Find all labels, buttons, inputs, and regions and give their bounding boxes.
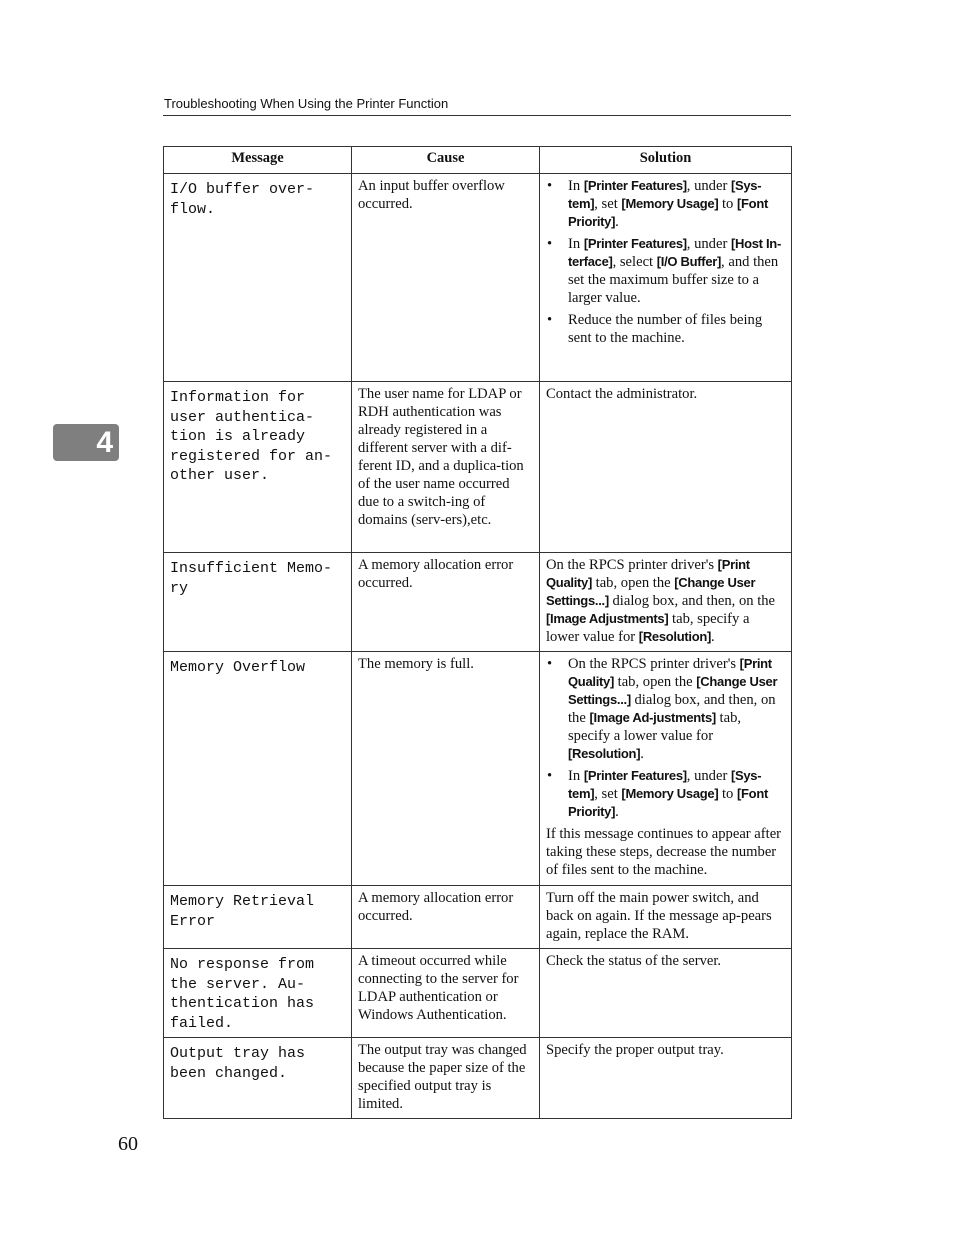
text-run: . — [615, 214, 619, 230]
solution-cell — [540, 886, 792, 949]
text-run: . — [640, 746, 644, 762]
ui-label: [I/O Buffer] — [656, 254, 722, 269]
ui-label: [Printer Features] — [583, 236, 687, 251]
ui-label: [Printer Features] — [583, 178, 687, 193]
message-line: Insufficient Memo- — [170, 560, 333, 577]
ui-label: [Sys-tem] — [568, 768, 762, 801]
ui-label: [Font Priority] — [568, 196, 768, 229]
ui-label: [Image Adjustments] — [546, 611, 669, 626]
message-cell — [164, 382, 352, 553]
ui-label: [Print Quality] — [568, 656, 772, 689]
text-run: tab, open the — [592, 575, 675, 591]
text-run: dialog box, and then, on the — [608, 593, 776, 609]
table-row — [164, 886, 792, 949]
message-cell — [164, 553, 352, 652]
text-run: , and then set the maximum buffer size to a larger value. — [568, 254, 779, 306]
ui-label: [Print Quality] — [546, 557, 750, 590]
text-run: , set — [594, 786, 622, 802]
table-row — [164, 1038, 792, 1119]
header-rule — [163, 115, 791, 116]
text-run: , under — [686, 178, 731, 194]
message-line: I/O buffer over- — [170, 181, 315, 198]
text-run: , set — [594, 196, 622, 212]
text-run: On the RPCS printer driver's — [568, 656, 740, 672]
column-header-message: Message — [164, 147, 352, 174]
message-line: failed. — [170, 1014, 234, 1032]
cause-cell: A memory allocation error occurred. — [352, 886, 540, 949]
column-header-solution: Solution — [540, 147, 792, 174]
solution-bullet — [546, 235, 786, 307]
solution-bullet — [546, 767, 786, 821]
message-cell — [164, 652, 352, 886]
message-line: registered for an- — [170, 447, 333, 465]
message-line: Information for — [170, 389, 306, 406]
ui-label: [Printer Features] — [583, 768, 687, 783]
message-line: No response from — [170, 956, 315, 973]
table-header-row — [164, 147, 792, 174]
solution-bullet-list — [546, 655, 786, 821]
solution-cell — [540, 174, 792, 382]
solution-cell — [540, 949, 792, 1038]
solution-cell — [540, 652, 792, 886]
table-row — [164, 174, 792, 382]
text-run: In — [568, 178, 584, 194]
ui-label: [Change User Settings...] — [568, 674, 778, 707]
ui-label: [Change User Settings...] — [546, 575, 756, 608]
solution-cell — [540, 553, 792, 652]
text-run: to — [718, 786, 738, 802]
cause-cell: The user name for LDAP or RDH authentication was already registered in a different server with a dif-ferent ID, and a duplica-tion of the user name occurred due to a switch-ing of domains (serv-ers),etc. — [352, 382, 540, 553]
message-cell — [164, 174, 352, 382]
message-line: Memory Retrieval — [170, 893, 315, 910]
text-run: Check the status of the server. — [546, 953, 722, 969]
ui-label: [Sys-tem] — [568, 178, 762, 211]
message-line: Output tray has — [170, 1045, 306, 1063]
message-line: been changed. — [170, 1064, 288, 1082]
page-number: 60 — [118, 1133, 138, 1155]
text-run: Turn off the main power switch, and back on again. If the message ap-pears again, replace the RAM. — [546, 890, 772, 942]
running-header: Troubleshooting When Using the Printer Function — [164, 96, 449, 111]
text-run: In — [568, 768, 584, 784]
message-cell — [164, 886, 352, 949]
text-run: On the RPCS printer driver's — [546, 557, 718, 573]
ui-label: [Host In-terface] — [568, 236, 781, 269]
table-row — [164, 553, 792, 652]
text-run: dialog box, and then, on the — [568, 692, 776, 726]
ui-label: [Resolution] — [568, 746, 641, 761]
message-line: thentication has — [170, 995, 315, 1013]
text-run: tab, open the — [614, 674, 697, 690]
solution-bullet — [546, 177, 786, 231]
text-run: tab, specify a lower value for — [568, 710, 742, 744]
text-run: to — [718, 196, 738, 212]
text-run: Reduce the number of files being sent to the machine. — [568, 312, 763, 346]
message-line: user authentica- — [170, 408, 315, 426]
cause-cell: The memory is full. — [352, 652, 540, 886]
message-line: flow. — [170, 200, 216, 218]
solution-note: If this message continues to appear after taking these steps, decrease the number of files sent to the machine. — [546, 826, 782, 878]
message-line: other user. — [170, 467, 270, 485]
ui-label: [Font Priority] — [568, 786, 768, 819]
solution-bullet — [546, 311, 786, 347]
message-cell — [164, 1038, 352, 1119]
ui-label: [Image Ad-justments] — [589, 710, 716, 725]
ui-label: [Memory Usage] — [621, 196, 719, 211]
text-run: Contact the administrator. — [546, 386, 698, 402]
message-line: tion is already — [170, 428, 306, 446]
column-header-cause: Cause — [352, 147, 540, 174]
cause-cell: A memory allocation error occurred. — [352, 553, 540, 652]
text-run: , under — [686, 768, 731, 784]
text-run: In — [568, 236, 584, 252]
cause-cell: A timeout occurred while connecting to the server for LDAP authentication or Windows Authentication. — [352, 949, 540, 1038]
text-run: tab, specify a lower value for — [546, 611, 750, 645]
cause-cell: The output tray was changed because the paper size of the specified output tray is limited. — [352, 1038, 540, 1119]
solution-bullet-list — [546, 177, 786, 347]
solution-cell — [540, 1038, 792, 1119]
table-row — [164, 382, 792, 553]
error-message-table — [163, 146, 792, 1119]
solution-cell — [540, 382, 792, 553]
cause-cell: An input buffer overflow occurred. — [352, 174, 540, 382]
text-run: Specify the proper output tray. — [546, 1042, 724, 1059]
message-line: ry — [170, 579, 189, 597]
message-line: the server. Au- — [170, 975, 306, 993]
table-row — [164, 652, 792, 886]
message-cell — [164, 949, 352, 1038]
message-line: Error — [170, 912, 216, 930]
ui-label: [Memory Usage] — [621, 786, 719, 801]
solution-bullet — [546, 655, 786, 763]
ui-label: [Resolution] — [638, 629, 712, 644]
text-run: , under — [686, 236, 731, 252]
text-run: , select — [612, 254, 657, 270]
chapter-tab: 4 — [53, 424, 119, 461]
table-row — [164, 949, 792, 1038]
message-line: Memory Overflow — [170, 659, 306, 676]
text-run: . — [615, 804, 619, 820]
text-run: . — [711, 629, 715, 645]
